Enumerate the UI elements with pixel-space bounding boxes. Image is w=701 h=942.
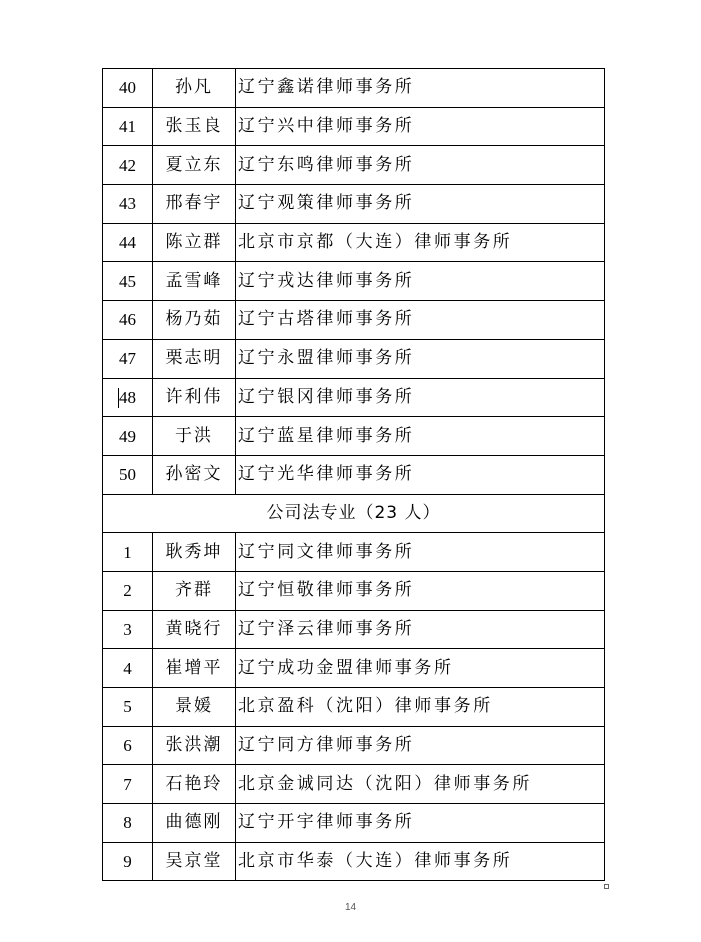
law-firm: 辽宁恒敬律师事务所	[236, 571, 605, 610]
table-row	[103, 765, 605, 804]
lawyer-roster-table	[102, 68, 605, 881]
law-firm: 辽宁鑫诺律师事务所	[236, 69, 605, 108]
lawyer-name: 张玉良	[153, 107, 236, 146]
page-number: 14	[344, 902, 357, 913]
row-number: 4	[103, 649, 153, 688]
lawyer-name: 孙凡	[153, 69, 236, 108]
table-row	[103, 107, 605, 146]
lawyer-name: 景媛	[153, 688, 236, 727]
table-row	[103, 804, 605, 843]
row-number: 44	[103, 223, 153, 262]
row-number: 48	[103, 378, 153, 417]
row-number: 41	[103, 107, 153, 146]
table-row	[103, 339, 605, 378]
table-row	[103, 571, 605, 610]
table-row	[103, 649, 605, 688]
law-firm: 北京金诚同达（沈阳）律师事务所	[236, 765, 605, 804]
law-firm: 辽宁兴中律师事务所	[236, 107, 605, 146]
row-number: 3	[103, 610, 153, 649]
table-row	[103, 146, 605, 185]
table-row	[103, 262, 605, 301]
law-firm: 辽宁开宇律师事务所	[236, 804, 605, 843]
lawyer-name: 张洪潮	[153, 726, 236, 765]
table-row	[103, 842, 605, 881]
row-number: 49	[103, 417, 153, 456]
row-number: 2	[103, 571, 153, 610]
lawyer-name: 孙密文	[153, 455, 236, 494]
law-firm: 辽宁东鸣律师事务所	[236, 146, 605, 185]
row-number: 7	[103, 765, 153, 804]
lawyer-name: 吴京堂	[153, 842, 236, 881]
row-number: 9	[103, 842, 153, 881]
row-number: 8	[103, 804, 153, 843]
lawyer-name: 栗志明	[153, 339, 236, 378]
lawyer-name: 夏立东	[153, 146, 236, 185]
lawyer-name: 黄晓行	[153, 610, 236, 649]
law-firm: 辽宁戎达律师事务所	[236, 262, 605, 301]
law-firm: 北京盈科（沈阳）律师事务所	[236, 688, 605, 727]
law-firm: 辽宁银冈律师事务所	[236, 378, 605, 417]
lawyer-name: 杨乃茹	[153, 301, 236, 340]
table-row	[103, 69, 605, 108]
table-row	[103, 533, 605, 572]
table-row	[103, 688, 605, 727]
row-number: 47	[103, 339, 153, 378]
table-row	[103, 378, 605, 417]
table-row	[103, 726, 605, 765]
table-row	[103, 417, 605, 456]
lawyer-name: 耿秀坤	[153, 533, 236, 572]
section-heading-row	[103, 494, 605, 533]
row-number: 1	[103, 533, 153, 572]
law-firm: 辽宁古塔律师事务所	[236, 301, 605, 340]
lawyer-name: 陈立群	[153, 223, 236, 262]
table-row	[103, 610, 605, 649]
table-end-marker	[604, 884, 609, 889]
law-firm: 辽宁成功金盟律师事务所	[236, 649, 605, 688]
row-number: 5	[103, 688, 153, 727]
row-number: 42	[103, 146, 153, 185]
table-row	[103, 223, 605, 262]
table-row	[103, 455, 605, 494]
row-number: 45	[103, 262, 153, 301]
law-firm: 北京市京都（大连）律师事务所	[236, 223, 605, 262]
law-firm: 辽宁光华律师事务所	[236, 455, 605, 494]
text-cursor	[118, 388, 119, 408]
row-number: 40	[103, 69, 153, 108]
law-firm: 辽宁永盟律师事务所	[236, 339, 605, 378]
lawyer-name: 于洪	[153, 417, 236, 456]
law-firm: 辽宁同文律师事务所	[236, 533, 605, 572]
lawyer-name: 齐群	[153, 571, 236, 610]
row-number: 43	[103, 185, 153, 224]
lawyer-name: 石艳玲	[153, 765, 236, 804]
row-number: 6	[103, 726, 153, 765]
section-heading: 公司法专业（23 人）	[103, 494, 605, 533]
lawyer-name: 崔增平	[153, 649, 236, 688]
row-number: 46	[103, 301, 153, 340]
law-firm: 辽宁蓝星律师事务所	[236, 417, 605, 456]
law-firm: 辽宁同方律师事务所	[236, 726, 605, 765]
lawyer-name: 许利伟	[153, 378, 236, 417]
law-firm: 辽宁泽云律师事务所	[236, 610, 605, 649]
table-row	[103, 185, 605, 224]
law-firm: 辽宁观策律师事务所	[236, 185, 605, 224]
lawyer-name: 孟雪峰	[153, 262, 236, 301]
law-firm: 北京市华泰（大连）律师事务所	[236, 842, 605, 881]
row-number: 50	[103, 455, 153, 494]
table-row	[103, 301, 605, 340]
lawyer-name: 邢春宇	[153, 185, 236, 224]
lawyer-name: 曲德刚	[153, 804, 236, 843]
